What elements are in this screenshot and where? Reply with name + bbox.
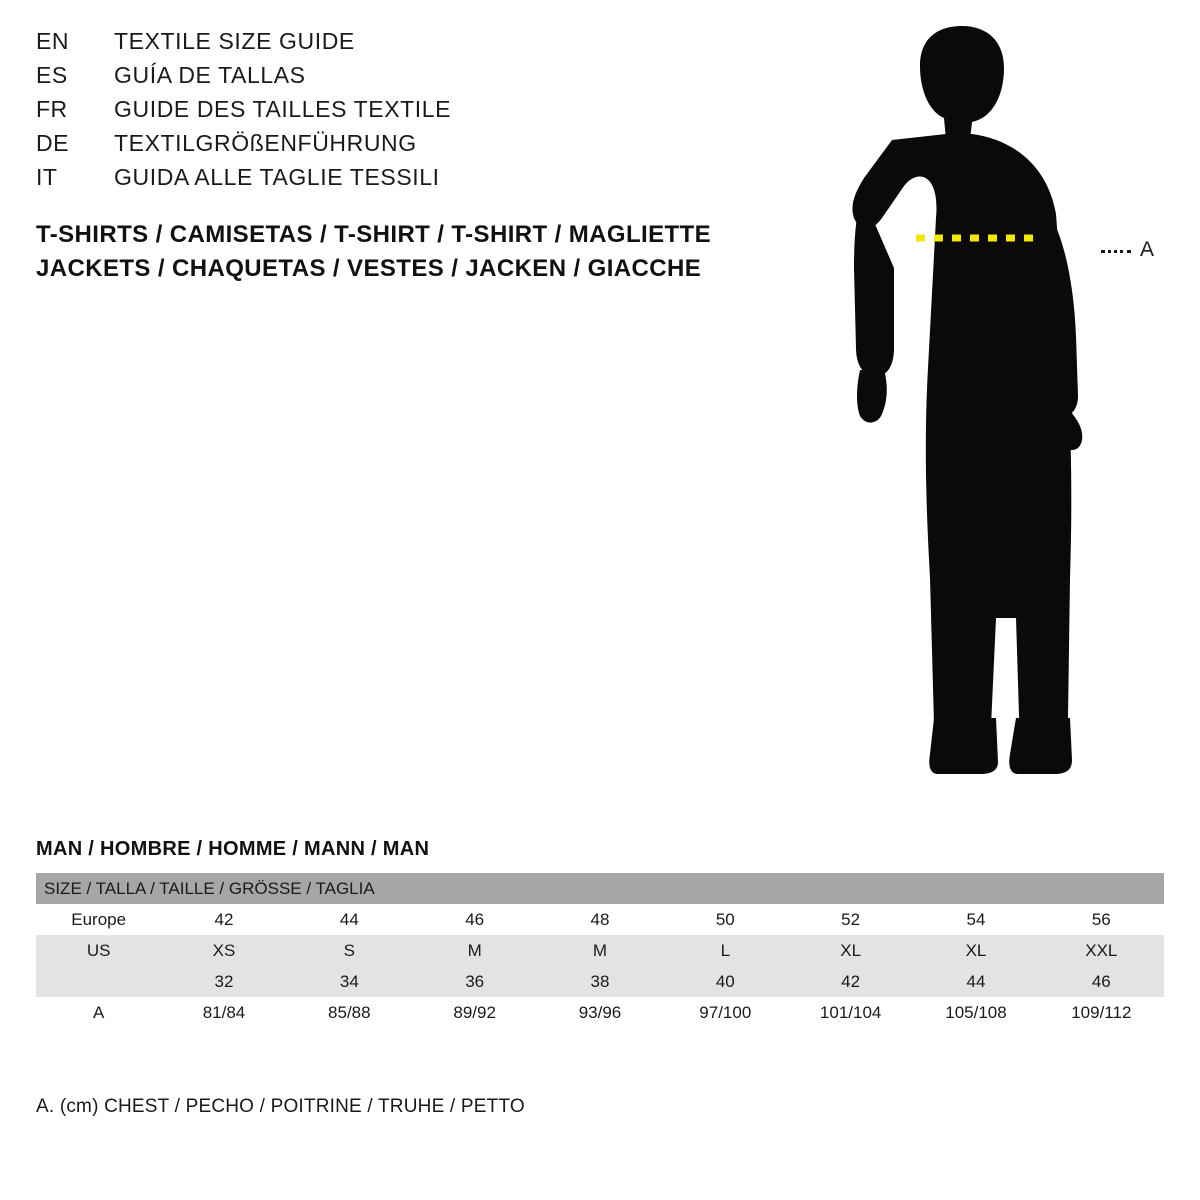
measure-marker-a: A xyxy=(1140,238,1155,261)
table-cell: 109/112 xyxy=(1039,997,1164,1028)
table-cell: 56 xyxy=(1039,904,1164,935)
language-code: EN xyxy=(36,28,69,54)
language-row-es xyxy=(36,62,736,96)
language-header-block xyxy=(36,28,736,198)
table-row xyxy=(36,997,1164,1028)
category-jackets: JACKETS / CHAQUETAS / VESTES / JACKEN / GIACCHE xyxy=(36,255,702,282)
language-title: GUIDE DES TAILLES TEXTILE xyxy=(114,96,452,122)
table-cell: 44 xyxy=(287,904,412,935)
table-cell: 42 xyxy=(161,904,286,935)
table-cell: 89/92 xyxy=(412,997,537,1028)
table-cell: 50 xyxy=(663,904,788,935)
language-code: IT xyxy=(36,164,58,190)
table-cell: M xyxy=(412,935,537,966)
language-row-de xyxy=(36,130,736,164)
language-title: TEXTILE SIZE GUIDE xyxy=(114,28,355,54)
table-cell: 81/84 xyxy=(161,997,286,1028)
size-table-section xyxy=(36,838,1164,1028)
table-cell: 46 xyxy=(1039,966,1164,997)
language-code: DE xyxy=(36,130,69,156)
table-cell: 101/104 xyxy=(788,997,913,1028)
table-cell: 93/96 xyxy=(537,997,662,1028)
category-block xyxy=(36,218,816,286)
language-row-en xyxy=(36,28,736,62)
table-cell: 105/108 xyxy=(913,997,1038,1028)
table-header-row xyxy=(36,873,1164,904)
table-cell: XS xyxy=(161,935,286,966)
table-cell: 97/100 xyxy=(663,997,788,1028)
table-cell: 52 xyxy=(788,904,913,935)
table-cell: L xyxy=(663,935,788,966)
language-code: ES xyxy=(36,62,68,88)
table-cell: XL xyxy=(788,935,913,966)
table-cell: 85/88 xyxy=(287,997,412,1028)
table-section-title: MAN / HOMBRE / HOMME / MANN / MAN xyxy=(36,838,430,860)
table-cell: 46 xyxy=(412,904,537,935)
row-label: A xyxy=(36,997,161,1028)
size-table xyxy=(36,873,1164,1028)
table-cell: M xyxy=(537,935,662,966)
language-row-fr xyxy=(36,96,736,130)
language-title: TEXTILGRÖßENFÜHRUNG xyxy=(114,130,417,156)
table-cell: 34 xyxy=(287,966,412,997)
table-cell: 40 xyxy=(663,966,788,997)
table-row xyxy=(36,966,1164,997)
table-cell: 48 xyxy=(537,904,662,935)
table-cell: 44 xyxy=(913,966,1038,997)
language-title: GUIDA ALLE TAGLIE TESSILI xyxy=(114,164,440,190)
table-cell: 54 xyxy=(913,904,1038,935)
table-header-label: SIZE / TALLA / TAILLE / GRÖSSE / TAGLIA xyxy=(36,873,1164,904)
table-row xyxy=(36,904,1164,935)
footnote-chest-measure: A. (cm) CHEST / PECHO / POITRINE / TRUHE / PETTO xyxy=(36,1096,525,1117)
language-code: FR xyxy=(36,96,68,122)
table-cell: 32 xyxy=(161,966,286,997)
body-silhouette-figure xyxy=(820,18,1180,788)
table-cell: XL xyxy=(913,935,1038,966)
category-tshirts: T-SHIRTS / CAMISETAS / T-SHIRT / T-SHIRT / MAGLIETTE xyxy=(36,221,712,248)
row-label xyxy=(36,966,161,997)
measure-leader-line xyxy=(1101,250,1131,253)
table-cell: XXL xyxy=(1039,935,1164,966)
table-cell: 42 xyxy=(788,966,913,997)
table-cell: 36 xyxy=(412,966,537,997)
table-cell: 38 xyxy=(537,966,662,997)
table-cell: S xyxy=(287,935,412,966)
row-label: US xyxy=(36,935,161,966)
table-row xyxy=(36,935,1164,966)
language-row-it xyxy=(36,164,736,198)
language-title: GUÍA DE TALLAS xyxy=(114,62,306,88)
row-label: Europe xyxy=(36,904,161,935)
male-silhouette-icon xyxy=(820,18,1180,788)
